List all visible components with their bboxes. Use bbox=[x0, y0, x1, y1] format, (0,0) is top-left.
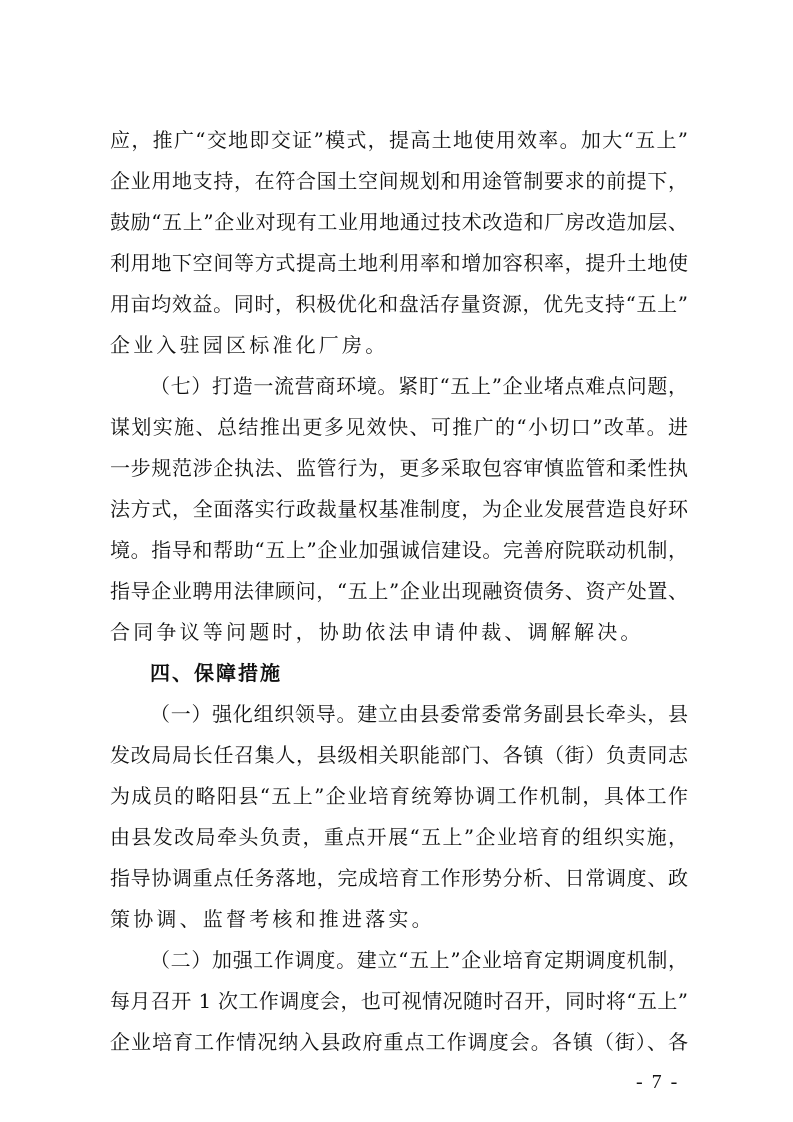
body-text-line: 谋划实施、总结推出更多见效快、可推广的“小切口”改革。进 bbox=[110, 415, 688, 439]
body-text-line: 一步规范涉企执法、监管行为，更多采取包容审慎监管和柔性执 bbox=[110, 456, 688, 480]
body-text-line: 为成员的略阳县“五上”企业培育统筹协调工作机制，具体工作 bbox=[110, 784, 688, 808]
body-text-line: 策协调、监督考核和推进落实。 bbox=[110, 907, 435, 931]
section-heading-safeguards: 四、保障措施 bbox=[150, 661, 282, 685]
body-text-line: 企业用地支持，在符合国土空间规划和用途管制要求的前提下， bbox=[110, 169, 688, 193]
page-number: - 7 - bbox=[636, 1071, 680, 1093]
subsection-one-first-line: （一）强化组织领导。建立由县委常委常务副县长牵头，县 bbox=[150, 702, 688, 726]
body-text-line: 合同争议等问题时，协助依法申请仲裁、调解解决。 bbox=[110, 620, 644, 644]
body-text-line: 鼓励“五上”企业对现有工业用地通过技术改造和厂房改造加层、 bbox=[110, 210, 688, 234]
body-text-line: 发改局局长任召集人，县级相关职能部门、各镇（街）负责同志 bbox=[110, 743, 688, 767]
body-text-line: 每月召开 1 次工作调度会，也可视情况随时召开，同时将“五上” bbox=[110, 989, 688, 1013]
body-text-line: 企业培育工作情况纳入县政府重点工作调度会。各镇（街）、各 bbox=[110, 1030, 688, 1054]
subsection-two-first-line: （二）加强工作调度。建立“五上”企业培育定期调度机制， bbox=[150, 948, 688, 972]
body-text-line: 用亩均效益。同时，积极优化和盘活存量资源，优先支持“五上” bbox=[110, 292, 688, 316]
body-text-line: 境。指导和帮助“五上”企业加强诚信建设。完善府院联动机制， bbox=[110, 538, 688, 562]
body-text-line: 指导协调重点任务落地，完成培育工作形势分析、日常调度、政 bbox=[110, 866, 688, 890]
body-text-line: 法方式，全面落实行政裁量权基准制度，为企业发展营造良好环 bbox=[110, 497, 688, 521]
body-text-line: 由县发改局牵头负责，重点开展“五上”企业培育的组织实施， bbox=[110, 825, 688, 849]
body-text-line: 利用地下空间等方式提高土地利用率和增加容积率，提升土地使 bbox=[110, 251, 688, 275]
body-text-line: 指导企业聘用法律顾问，“五上”企业出现融资债务、资产处置、 bbox=[110, 579, 688, 603]
body-text-line: 企业入驻园区标准化厂房。 bbox=[110, 333, 389, 357]
body-text-line: 应，推广“交地即交证”模式，提高土地使用效率。加大“五上” bbox=[110, 128, 688, 152]
section-seven-first-line: （七）打造一流营商环境。紧盯“五上”企业堵点难点问题， bbox=[150, 374, 688, 398]
